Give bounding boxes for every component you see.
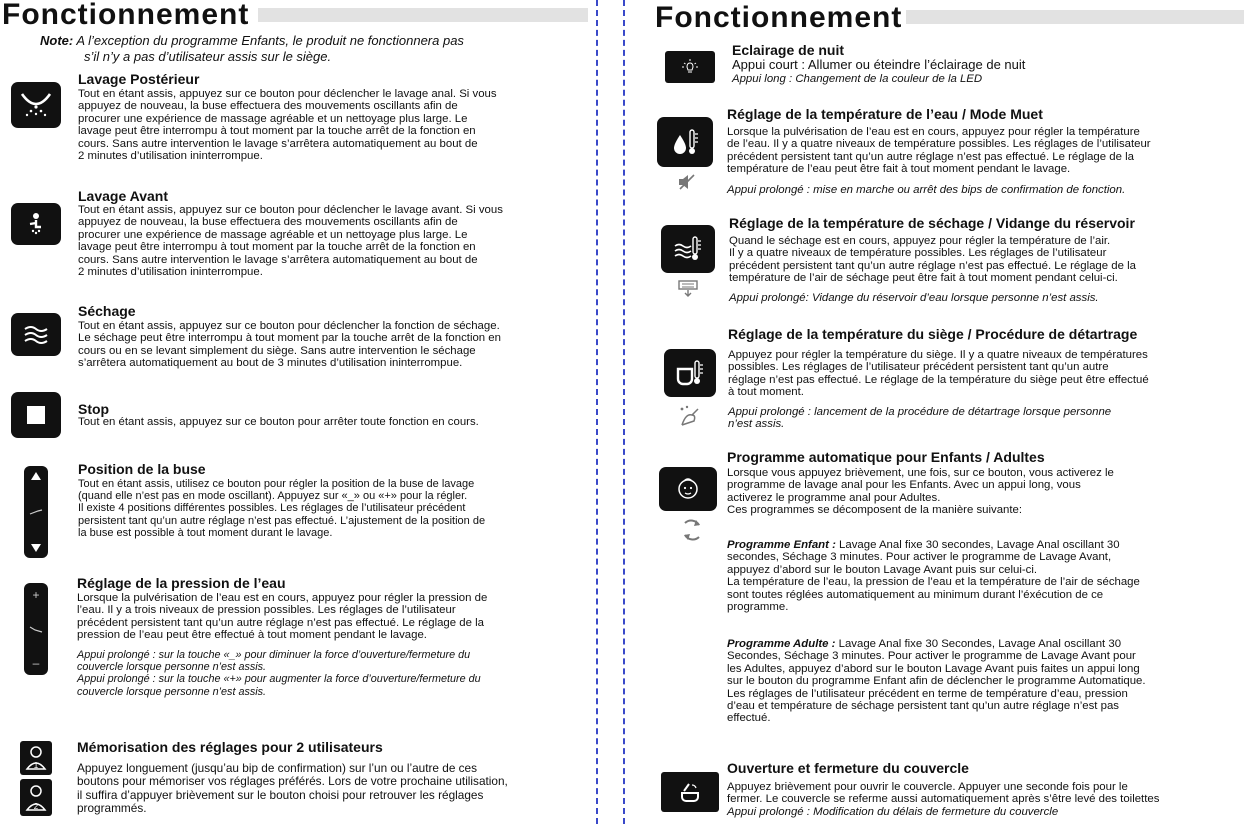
text-line: persistent tant qu’un autre réglage n’est pas effectué. L’ajustement de la position de <box>78 514 486 527</box>
text-line: Appui long : Changement de la couleur de la LED <box>732 73 983 85</box>
text-line: Appui prolongé: Vidange du réservoir d’eau lorsque personne n’est assis. <box>729 292 1099 304</box>
tank-drain-icon <box>676 280 700 298</box>
text-line: activerez le programme anal pour Adultes. <box>727 491 941 504</box>
svg-text:1: 1 <box>33 761 39 770</box>
text-line: Tout en étant assis, utilisez ce bouton pour régler la position de la buse de lavage <box>78 478 475 490</box>
text-line: cours. Sans autre intervention le lavage s’arrêtera automatiquement au bout de <box>78 253 478 266</box>
stop-icon[interactable] <box>11 392 61 438</box>
section-heading: Séchage <box>78 303 136 319</box>
text-line: boutons pour mémoriser vos réglages préférés. Lors de votre prochaine utilisation, <box>77 774 508 789</box>
text-line: il suffira d’appuyer brièvement sur le bouton choisi pour retrouver les réglages <box>77 787 484 802</box>
plus-icon: + <box>32 588 40 602</box>
descaling-icon <box>678 405 702 427</box>
user-memory-icon[interactable] <box>20 741 52 775</box>
text-line: précédent persistent tant qu’un autre réglage n’est pas effectué. Le réglage de la <box>727 150 1134 163</box>
text-line: 2 minutes d’utilisation ininterrompue. <box>78 266 263 279</box>
left-page-title: Fonctionnement <box>2 0 250 31</box>
section-heading: Réglage de la température du siège / Procédure de détartrage <box>728 326 1138 342</box>
text-line: Appui prolongé : sur la touche «_» pour diminuer la force d’ouverture/fermeture du <box>77 649 471 661</box>
section-body <box>78 416 479 428</box>
page-divider <box>623 0 625 824</box>
adult-program-label: Programme Adulte : <box>727 638 836 650</box>
text-line: lavage peut être interrompu à tout moment par la touche arrêt de la fonction en <box>78 125 476 138</box>
svg-text:2: 2 <box>33 801 39 811</box>
text-line: (quand elle n’est pas en mode oscillant). Appuyez sur «_» ou «+» pour la régler. <box>78 490 468 503</box>
text-line: Il existe 4 positions différentes possibles. Les réglages de l’utilisateur précédent <box>78 502 466 515</box>
text-line: lavage peut être interrompu à tout moment par la touche arrêt de la fonction en <box>78 241 476 254</box>
section-heading: Mémorisation des réglages pour 2 utilisateurs <box>77 739 383 755</box>
text-line: Secondes, Séchage 3 minutes. Pour activer le programme de Lavage Avant pour <box>727 650 1136 663</box>
text-line: la buse est possible à tout moment durant le lavage. <box>78 526 333 539</box>
section-longpress <box>728 406 1111 431</box>
section-body <box>77 592 487 642</box>
text-line: programme. <box>727 601 789 614</box>
dry-icon[interactable] <box>11 313 61 356</box>
stop-square <box>27 406 45 424</box>
child-program-text <box>727 539 1140 613</box>
text-line: sur le bouton du programme Enfant afin de déclencher le programme Automatique. <box>727 675 1146 688</box>
text-line: procurer une expérience de massage agréable et un nettoyage plus large. Le <box>78 228 468 241</box>
user-memory-icon[interactable] <box>20 779 52 816</box>
text-line: cours. Sans autre intervention le lavage s’arrêtera automatiquement au bout de <box>78 137 478 150</box>
seat-temperature-icon[interactable] <box>664 349 716 397</box>
right-title-bar <box>906 10 1244 24</box>
text-line: à tout moment. <box>728 386 804 399</box>
text-line: Quand le séchage est en cours, appuyez pour régler la température de l’air. <box>729 235 1111 247</box>
text-line: de l’eau. Il y a quatre niveaux de température possibles. Les réglages de l’utilisateur <box>727 138 1151 151</box>
section-heading: Réglage de la température de l’eau / Mode Muet <box>727 106 1043 122</box>
text-line: les Adultes, appuyez d’abord sur le bouton Lavage Avant puis faites un appui long <box>727 662 1140 675</box>
note-line: s’il n’y a pas d’utilisateur assis sur le siège. <box>84 49 332 64</box>
section-body <box>727 467 1114 517</box>
front-wash-icon[interactable] <box>11 203 61 245</box>
text-line: Lorsque vous appuyez brièvement, une fois, sur ce bouton, vous activerez le <box>727 467 1114 479</box>
right-page-title: Fonctionnement <box>655 1 903 34</box>
text-line: Appuyez brièvement pour ouvrir le couvercle. Appuyer une seconde fois pour le <box>727 781 1128 793</box>
section-longpress <box>732 73 982 85</box>
text-line: programmés. <box>77 801 147 816</box>
text-line: Appui prolongé : Modification du délais de fermeture du couvercle <box>727 806 1059 818</box>
text-line: Appui prolongé : mise en marche ou arrêt des bips de confirmation de fonction. <box>727 184 1126 196</box>
text-line: Ces programmes se décomposent de la manière suivante: <box>727 504 1023 517</box>
section-body <box>728 349 1149 399</box>
section-heading: Ouverture et fermeture du couvercle <box>727 760 969 776</box>
nozzle-position-icon[interactable] <box>24 466 48 558</box>
left-note <box>40 33 464 65</box>
note-line: A l’exception du programme Enfants, le produit ne fonctionnera pas <box>73 33 464 48</box>
text-line: 2 minutes d’utilisation ininterrompue. <box>78 150 263 163</box>
section-heading: Lavage Avant <box>78 188 168 204</box>
text-line: d’eau et température de séchage persistent tant qu’un autre réglage n’est pas <box>727 700 1119 713</box>
section-heading: Eclairage de nuit <box>732 42 845 58</box>
text-line: appuyez d’abord sur le bouton Lavage Avant puis sur celui-ci. <box>727 563 1038 576</box>
text-line: Il y a quatre niveaux de température possibles. Les réglages de l’utilisateur <box>729 247 1107 260</box>
text-line: couvercle lorsque personne n’est assis. <box>77 661 267 674</box>
section-longpress <box>77 649 481 698</box>
adult-program-text <box>727 638 1146 725</box>
text-line: Tout en étant assis, appuyez sur ce bouton pour déclencher le lavage anal. Si vous <box>78 88 497 100</box>
text-line: température de l’air de séchage peut être fait à tout moment pendant celui-ci. <box>729 272 1118 285</box>
section-body <box>729 235 1136 285</box>
child-program-icon[interactable] <box>659 467 717 511</box>
text-line: programme de lavage anal pour les Enfants. Avec un appui long, vous <box>727 479 1081 492</box>
text-line: Appui prolongé : lancement de la procédure de détartrage lorsque personne <box>728 406 1112 418</box>
text-line: précédent persistent tant qu’un autre réglage n’est pas effectué. Le réglage de la <box>77 616 484 629</box>
text-line: Le séchage peut être interrompu à tout moment par la touche arrêt de la fonction en <box>78 332 501 345</box>
lid-icon[interactable] <box>661 772 719 812</box>
arrow-up-icon <box>31 472 41 480</box>
section-body <box>78 88 497 162</box>
text-line: Appui prolongé : sur la touche «+» pour augmenter la force d’ouverture/fermeture du <box>77 673 481 686</box>
page-divider <box>596 0 598 824</box>
night-light-icon[interactable] <box>665 51 715 83</box>
text-line: La température de l’eau, la pression de l’eau et la température de l’air de séchage <box>727 576 1140 589</box>
section-body: Appui court : Allumer ou éteindre l’éclairage de nuit <box>732 57 1026 72</box>
text-line: cours ou en se levant simplement du siège. Sans autre intervention le séchage <box>78 344 476 357</box>
text-line: Lorsque la pulvérisation de l’eau est en cours, appuyez pour régler la pression de <box>77 592 488 604</box>
section-heading: Stop <box>78 401 110 417</box>
text-line: température de l’eau peut être fait à tout moment pendant le lavage. <box>727 163 1071 176</box>
text-line: Les réglages de l’utilisateur précédent en terme de température d’eau, pression <box>727 687 1128 700</box>
text-line: effectué. <box>727 712 771 725</box>
section-body <box>727 781 1159 806</box>
dry-temperature-icon[interactable] <box>661 225 715 273</box>
text-line: Tout en étant assis, appuyez sur ce bouton pour déclencher la fonction de séchage. <box>78 320 500 332</box>
text-line: Tout en étant assis, appuyez sur ce bouton pour arrêter toute fonction en cours. <box>78 416 479 428</box>
text-line: s’arrêtera automatiquement au bout de 3 minutes d’utilisation ininterrompue. <box>78 357 463 370</box>
section-body <box>78 320 501 370</box>
text-line: procurer une expérience de massage agréable et un nettoyage plus large. Le <box>78 112 468 125</box>
nozzle-icon <box>29 509 43 515</box>
water-pressure-icon[interactable] <box>24 583 48 675</box>
text-line: Programme Adulte : Lavage Anal fixe 30 Secondes, Lavage Anal oscillant 30 <box>727 638 1122 650</box>
text-line: pression de l’eau peut être effectué à tout moment pendant le lavage. <box>77 629 427 642</box>
section-heading: Lavage Postérieur <box>78 71 200 87</box>
minus-icon: – <box>32 656 40 670</box>
rear-wash-icon[interactable] <box>11 82 61 128</box>
child-program-label: Programme Enfant : <box>727 539 836 551</box>
arrow-down-icon <box>31 544 41 552</box>
text-line: fermer. Le couvercle se referme aussi automatiquement après s’être levé des toilettes <box>727 793 1160 806</box>
text-line: appuyez de nouveau, la buse effectuera des mouvements oscillants afin de <box>78 216 458 229</box>
section-body <box>77 762 508 816</box>
text-line: n’est assis. <box>728 418 785 431</box>
section-heading: Réglage de la pression de l’eau <box>77 575 286 591</box>
text-line: secondes, Séchage 3 minutes. Pour activer le programme de Lavage Avant, <box>727 551 1112 564</box>
section-body <box>78 478 485 539</box>
text-line: sont toutes réglées automatiquement au minimum durant l’éxécution de ce <box>727 588 1104 601</box>
section-heading: Réglage de la température de séchage / Vidange du réservoir <box>729 215 1135 231</box>
text-line: appuyez de nouveau, la buse effectuera des mouvements oscillants afin de <box>78 100 458 113</box>
cycle-arrows-icon <box>679 515 705 545</box>
section-heading: Programme automatique pour Enfants / Adultes <box>727 449 1045 465</box>
section-heading: Position de la buse <box>78 461 206 477</box>
text-line: Programme Enfant : Lavage Anal fixe 30 secondes, Lavage Anal oscillant 30 <box>727 539 1120 551</box>
section-longpress <box>727 806 1058 818</box>
text-line: couvercle lorsque personne n’est assis. <box>77 685 267 698</box>
note-label: Note: <box>40 33 74 48</box>
section-body <box>78 204 503 278</box>
mute-icon <box>677 173 697 191</box>
text-line: Appuyez longuement (jusqu’au bip de confirmation) sur l’un ou l’autre de ces <box>77 761 478 775</box>
section-body <box>727 126 1151 176</box>
text-line: Appuyez pour régler la température du siège. Il y a quatre niveaux de températures <box>728 349 1148 361</box>
water-temperature-icon[interactable] <box>657 117 713 167</box>
section-longpress <box>729 292 1099 304</box>
text-line: l’eau. Il y a trois niveaux de pression possibles. Les réglages de l’utilisateur <box>77 604 456 617</box>
text-line: possibles. Les réglages de l’utilisateur précédent persistent tant qu’un autre <box>728 361 1109 374</box>
text-line: réglage n’est pas effectué. Le réglage de la température du siège peut être effectué <box>728 373 1149 386</box>
left-title-bar <box>258 8 588 22</box>
spray-icon <box>29 624 43 634</box>
text-line: Lorsque la pulvérisation de l’eau est en cours, appuyez pour régler la température <box>727 126 1140 138</box>
text-line: Tout en étant assis, appuyez sur ce bouton pour déclencher le lavage avant. Si vous <box>78 204 503 216</box>
section-longpress <box>727 184 1125 196</box>
text-line: précédent persistent tant qu’un autre réglage n’est pas effectué. Le réglage de la <box>729 259 1136 272</box>
